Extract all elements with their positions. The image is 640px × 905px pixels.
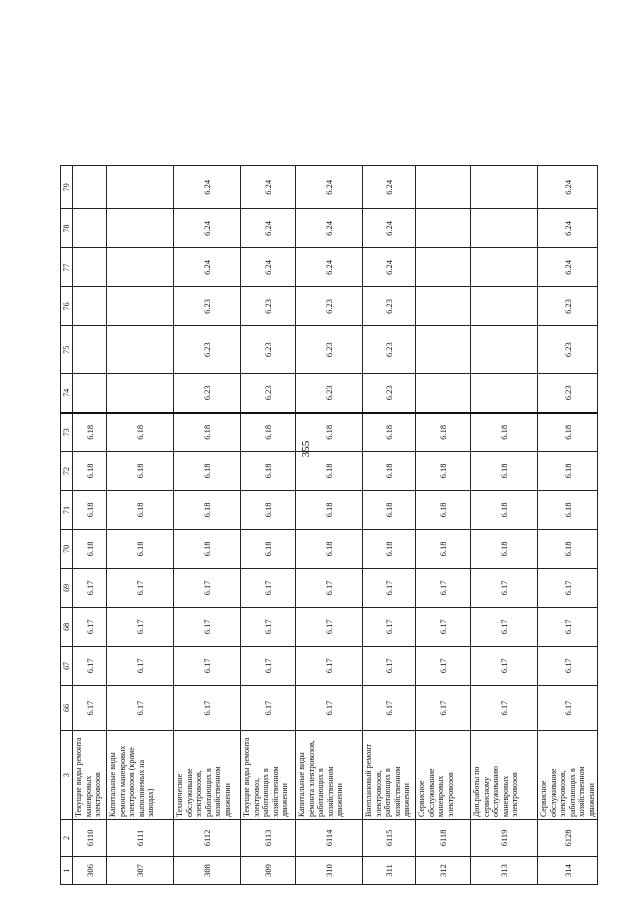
value-cell: 6.23 [538,326,598,374]
value-cell: 6.18 [174,490,241,529]
column-header: 71 [61,490,73,529]
value-cell: 6.24 [296,166,363,210]
value-cell: 6.17 [363,607,416,646]
column-header: 70 [61,529,73,568]
value-cell: 6.17 [174,568,241,607]
table-row [471,166,538,885]
value-cell: 6.18 [363,413,416,452]
value-cell: 6.17 [107,568,174,607]
row-number-cell: 314 [538,856,598,884]
value-cell: 6.23 [363,287,416,326]
value-cell: 6.17 [363,646,416,685]
rotated-table-container [60,165,596,885]
value-cell: 6.24 [363,166,416,210]
value-cell: 6.17 [471,568,538,607]
value-cell: 6.17 [538,607,598,646]
value-cell [471,374,538,413]
value-cell [73,374,107,413]
code-cell: 6113 [241,820,296,857]
value-cell [471,166,538,210]
column-header: 73 [61,413,73,452]
value-cell: 6.23 [538,374,598,413]
value-cell: 6.18 [363,529,416,568]
value-cell: 6.24 [296,209,363,248]
value-cell: 6.18 [241,529,296,568]
table-row [107,166,174,885]
value-cell: 6.18 [107,490,174,529]
code-cell: 6118 [416,820,471,857]
value-cell: 6.18 [363,490,416,529]
code-cell: 6110 [73,820,107,857]
value-cell: 6.17 [73,685,107,730]
value-cell: 6.17 [363,685,416,730]
value-cell: 6.18 [296,413,363,452]
value-cell: 6.24 [174,166,241,210]
value-cell: 6.18 [174,529,241,568]
value-cell: 6.18 [107,413,174,452]
value-cell: 6.18 [416,529,471,568]
column-header: 78 [61,209,73,248]
value-cell [471,326,538,374]
value-cell: 6.18 [538,413,598,452]
value-cell [107,166,174,210]
column-header: 77 [61,248,73,287]
table-row [538,166,598,885]
table-row [416,166,471,885]
value-cell: 6.17 [241,607,296,646]
column-header: 3 [61,731,73,820]
value-cell: 6.24 [241,248,296,287]
value-cell: 6.24 [241,166,296,210]
row-number-cell: 308 [174,856,241,884]
code-cell: 6111 [107,820,174,857]
value-cell [416,248,471,287]
value-cell: 6.17 [363,568,416,607]
code-cell: 6128 [538,820,598,857]
value-cell: 6.17 [296,568,363,607]
value-cell: 6.23 [363,374,416,413]
value-cell: 6.17 [174,685,241,730]
value-cell [73,326,107,374]
header-row [61,166,73,885]
value-cell: 6.24 [296,248,363,287]
value-cell: 6.24 [174,248,241,287]
value-cell [416,326,471,374]
value-cell: 6.24 [538,209,598,248]
value-cell: 6.17 [107,685,174,730]
value-cell: 6.18 [296,490,363,529]
value-cell: 6.17 [538,685,598,730]
value-cell [471,287,538,326]
value-cell: 6.24 [538,248,598,287]
value-cell: 6.17 [416,607,471,646]
value-cell: 6.18 [73,529,107,568]
column-header: 66 [61,685,73,730]
value-cell: 6.17 [107,646,174,685]
value-cell [107,248,174,287]
value-cell: 6.18 [241,413,296,452]
value-cell: 6.17 [471,685,538,730]
value-cell [107,326,174,374]
code-cell: 6119 [471,820,538,857]
work-type-cell: Внеплановый ремонт электровозов, работающих в хозяйственном движении [363,731,416,820]
value-cell: 6.18 [73,451,107,490]
value-cell: 6.23 [174,287,241,326]
value-cell: 6.17 [471,607,538,646]
value-cell: 6.18 [73,413,107,452]
value-cell: 6.17 [241,568,296,607]
value-cell: 6.24 [363,248,416,287]
value-cell: 6.18 [416,451,471,490]
value-cell: 6.18 [107,451,174,490]
value-cell [416,287,471,326]
column-header: 75 [61,326,73,374]
value-cell: 6.18 [296,451,363,490]
row-number-cell: 310 [296,856,363,884]
value-cell: 6.17 [416,568,471,607]
value-cell: 6.18 [73,490,107,529]
row-number-cell: 312 [416,856,471,884]
work-type-cell: Доп.работы по сервисному обслуживанию маневровых электровозов [471,731,538,820]
value-cell: 6.18 [471,490,538,529]
work-type-cell: Текущие виды ремонта электровоз, работающих в хозяйственном движении [241,731,296,820]
value-cell [471,248,538,287]
value-cell [73,166,107,210]
value-cell: 6.18 [241,451,296,490]
page-number: 355 [300,440,312,458]
table-row [174,166,241,885]
value-cell: 6.24 [538,166,598,210]
work-type-cell: Капитальные виды ремонта маневровых электровозов (кроме выполняемых на заводах) [107,731,174,820]
work-type-cell: Капитальные виды ремонта электровозов, работающих в хозяйственном движении [296,731,363,820]
value-cell: 6.23 [241,326,296,374]
value-cell: 6.24 [174,209,241,248]
value-cell: 6.17 [296,646,363,685]
value-cell: 6.17 [296,685,363,730]
value-cell: 6.17 [174,607,241,646]
value-cell: 6.17 [241,646,296,685]
column-header: 79 [61,166,73,210]
value-cell: 6.23 [241,287,296,326]
value-cell: 6.18 [471,451,538,490]
row-number-cell: 313 [471,856,538,884]
column-header: 2 [61,820,73,857]
value-cell [416,209,471,248]
column-header: 72 [61,451,73,490]
value-cell: 6.17 [73,646,107,685]
value-cell: 6.18 [471,413,538,452]
value-cell: 6.23 [538,287,598,326]
table-row [73,166,107,885]
code-cell: 6115 [363,820,416,857]
value-cell [416,166,471,210]
table-row [296,166,363,885]
value-cell: 6.18 [538,490,598,529]
value-cell [73,209,107,248]
value-cell [107,374,174,413]
work-type-cell: Техническое обслуживание электровозов, работающих в хозяйственном движении [174,731,241,820]
value-cell: 6.17 [174,646,241,685]
code-cell: 6112 [174,820,241,857]
value-cell: 6.17 [416,646,471,685]
value-cell: 6.24 [241,209,296,248]
value-cell: 6.23 [296,326,363,374]
work-type-cell: Сервисное обслуживание маневровых электровозов [416,731,471,820]
value-cell: 6.24 [363,209,416,248]
value-cell [471,209,538,248]
row-number-cell: 309 [241,856,296,884]
value-cell: 6.23 [241,374,296,413]
value-cell: 6.18 [241,490,296,529]
work-type-cell: Текущие виды ремонта маневровых электровозов [73,731,107,820]
value-cell [416,374,471,413]
table-row [363,166,416,885]
row-number-cell: 311 [363,856,416,884]
value-cell: 6.23 [174,374,241,413]
value-cell: 6.17 [296,607,363,646]
value-cell: 6.18 [538,529,598,568]
value-cell: 6.23 [296,374,363,413]
value-cell: 6.18 [416,490,471,529]
value-cell: 6.18 [174,413,241,452]
value-cell: 6.17 [471,646,538,685]
column-header: 69 [61,568,73,607]
value-cell [73,287,107,326]
code-cell: 6114 [296,820,363,857]
column-header: 1 [61,856,73,884]
row-number-cell: 306 [73,856,107,884]
value-cell: 6.18 [416,413,471,452]
value-cell: 6.18 [107,529,174,568]
value-cell: 6.18 [538,451,598,490]
row-number-cell: 307 [107,856,174,884]
column-header: 76 [61,287,73,326]
value-cell: 6.18 [174,451,241,490]
value-cell: 6.18 [296,529,363,568]
column-header: 67 [61,646,73,685]
rates-table [60,165,598,885]
value-cell: 6.17 [73,607,107,646]
table-body [61,166,598,885]
value-cell: 6.17 [538,568,598,607]
value-cell: 6.17 [416,685,471,730]
value-cell: 6.23 [174,326,241,374]
value-cell [73,248,107,287]
value-cell [107,209,174,248]
work-type-cell: Сервисное обслуживание электровозов, работающих в хозяйственном движении [538,731,598,820]
column-header: 74 [61,374,73,413]
column-header: 68 [61,607,73,646]
value-cell: 6.23 [363,326,416,374]
value-cell: 6.23 [296,287,363,326]
value-cell: 6.18 [471,529,538,568]
value-cell: 6.17 [73,568,107,607]
value-cell: 6.17 [241,685,296,730]
table-row [241,166,296,885]
value-cell: 6.18 [363,451,416,490]
value-cell: 6.17 [107,607,174,646]
value-cell [107,287,174,326]
value-cell: 6.17 [538,646,598,685]
